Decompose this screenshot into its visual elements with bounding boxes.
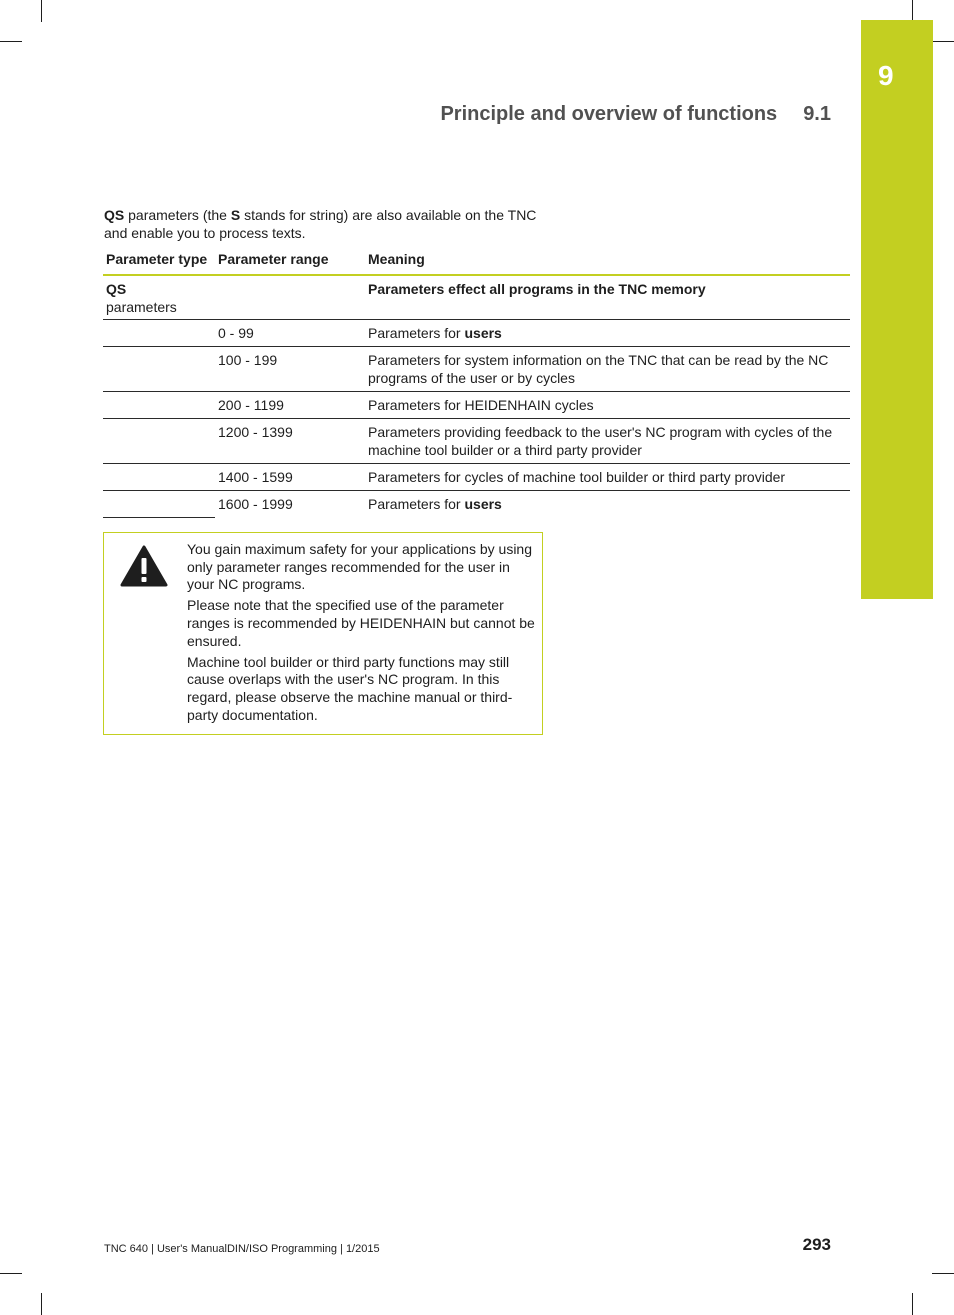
table-cell <box>103 320 215 347</box>
table-cell <box>365 275 850 320</box>
section-number: 9.1 <box>803 103 831 125</box>
chapter-number: 9 <box>878 60 894 91</box>
s-term: S <box>230 207 241 223</box>
table-row <box>103 419 850 464</box>
table-header-row <box>103 248 850 275</box>
intro-paragraph <box>104 206 544 242</box>
footer-text: TNC 640 | User's ManualDIN/ISO Programming | 1/2015 <box>104 1243 380 1255</box>
range-cell: 1400 - 1599 <box>215 464 365 491</box>
table-cell <box>103 464 215 491</box>
parameter-table <box>103 248 850 518</box>
table-row <box>103 320 850 347</box>
crop-mark <box>932 41 954 42</box>
table-cell <box>103 347 215 392</box>
table-cell <box>215 275 365 320</box>
crop-mark <box>41 0 42 22</box>
meaning-emphasis: users <box>464 325 502 341</box>
range-cell: 100 - 199 <box>215 347 365 392</box>
warning-text <box>187 541 535 728</box>
meaning-cell: Parameters for cycles of machine tool builder or third party provider <box>365 464 850 491</box>
meaning-text: Parameters for <box>368 325 465 341</box>
table-row <box>103 392 850 419</box>
meaning-cell: Parameters providing feedback to the user's NC program with cycles of the machine tool builder or a third party provider <box>365 419 850 464</box>
meaning-cell: Parameters for system information on the TNC that can be read by the NC programs of the user or by cycles <box>365 347 850 392</box>
crop-mark <box>41 1293 42 1315</box>
column-header: Meaning <box>365 248 850 275</box>
meaning-emphasis: users <box>464 496 502 512</box>
range-cell: 1600 - 1999 <box>218 496 293 512</box>
table-cell <box>103 275 215 320</box>
table-cell <box>103 392 215 419</box>
crop-mark <box>932 1273 954 1274</box>
crop-mark <box>912 1293 913 1315</box>
parameter-type-suffix: parameters <box>106 299 177 315</box>
page-number: 293 <box>802 1235 831 1254</box>
intro-text: stands for string) are also available on the TNC and enable you to process texts. <box>104 207 537 241</box>
table-row <box>103 347 850 392</box>
section-title: Principle and overview of functions <box>440 103 778 125</box>
range-cell: 200 - 1199 <box>215 392 365 419</box>
table-row <box>103 275 850 320</box>
column-header: Parameter type <box>103 248 215 275</box>
warning-note <box>103 532 543 735</box>
warning-triangle-icon <box>120 545 168 587</box>
warning-paragraph: Please note that the specified use of the parameter ranges is recommended by HEIDENHAIN but cannot be ensured. <box>187 597 535 649</box>
parameter-type: QS <box>106 281 127 297</box>
warning-paragraph: You gain maximum safety for your applications by using only parameter ranges recommended for the user in your NC programs. <box>187 541 532 593</box>
meaning-cell <box>365 320 850 347</box>
table-cell <box>103 419 215 464</box>
crop-mark <box>912 0 913 22</box>
chapter-tab <box>861 20 933 599</box>
meaning-text: Parameters effect all programs in the TNC memory <box>368 281 706 297</box>
table-cell <box>103 491 215 518</box>
meaning-text: Parameters for <box>368 496 465 512</box>
crop-mark <box>0 1273 22 1274</box>
qs-term: QS <box>104 207 125 223</box>
range-cell: 0 - 99 <box>215 320 365 347</box>
running-header <box>400 103 831 126</box>
meaning-cell: Parameters for HEIDENHAIN cycles <box>365 392 850 419</box>
table-row <box>103 464 850 491</box>
intro-text: parameters (the <box>124 207 231 223</box>
crop-mark <box>0 41 22 42</box>
table-row <box>103 491 850 518</box>
meaning-cell <box>365 491 850 518</box>
range-cell: 1200 - 1399 <box>215 419 365 464</box>
warning-paragraph: Machine tool builder or third party functions may still cause overlaps with the user's NC program. In this regard, please observe the machine manual or third-party documentation. <box>187 653 513 723</box>
column-header: Parameter range <box>215 248 365 275</box>
